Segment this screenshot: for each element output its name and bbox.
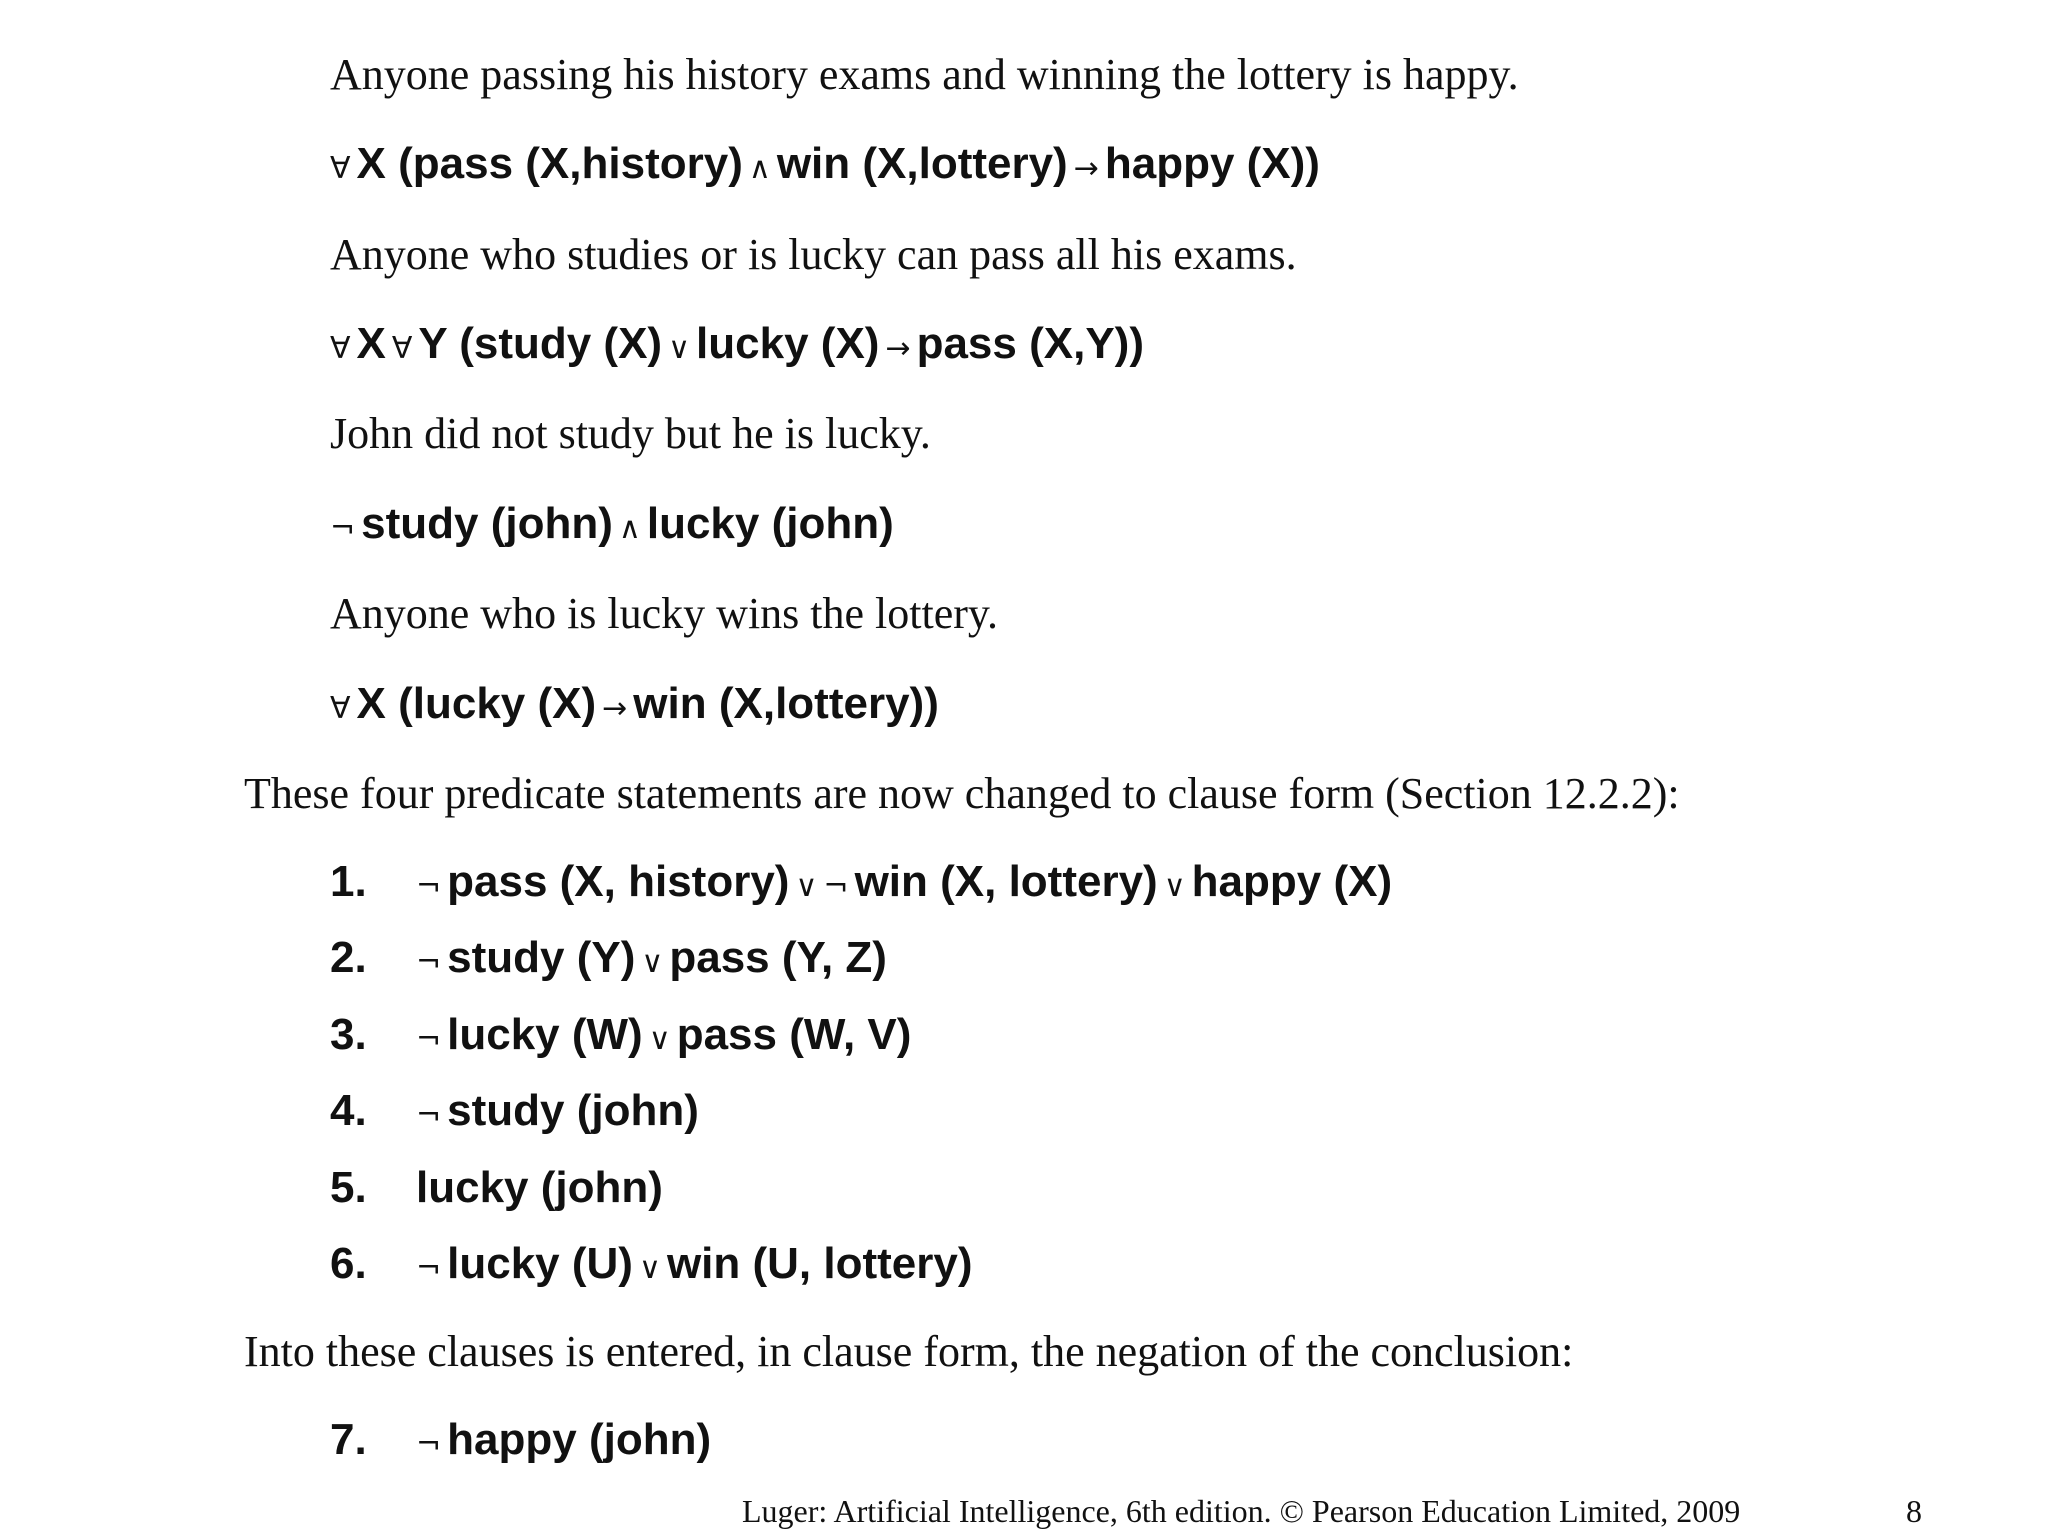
negation-intro: Into these clauses is entered, in clause form, the negation of the conclusion: [244, 1327, 1574, 1376]
not-symbol: ¬ [416, 869, 442, 904]
formula-2 [330, 319, 1144, 368]
formula-term: Y (study (X) [418, 319, 663, 368]
clause-term: happy (X) [1191, 857, 1393, 906]
formula-term: win (X,lottery) [776, 139, 1068, 188]
or-symbol: ∨ [648, 1022, 671, 1057]
formula-1 [330, 139, 1320, 188]
or-symbol: ∨ [1163, 869, 1186, 904]
not-symbol: ¬ [416, 1251, 442, 1286]
clause-2 [330, 933, 887, 982]
clause-term: study (john) [447, 1086, 699, 1135]
or-symbol: ∨ [668, 331, 691, 366]
clause-number: 1. [330, 857, 367, 906]
not-symbol: ¬ [416, 945, 442, 980]
premise-4-text: Anyone who is lucky wins the lottery. [330, 589, 999, 638]
page-number: 8 [1906, 1493, 1922, 1529]
not-symbol: ¬ [330, 511, 356, 546]
not-symbol: ¬ [416, 1427, 442, 1462]
and-symbol: ∧ [618, 511, 641, 546]
clause-term: pass (X, history) [447, 857, 790, 906]
clause-term: lucky (john) [416, 1163, 663, 1212]
clause-number: 4. [330, 1086, 367, 1135]
clause-1 [330, 857, 1393, 906]
clause-term: lucky (U) [447, 1239, 633, 1288]
formula-term: X (pass (X,history) [356, 139, 743, 188]
forall-symbol: ∀ [330, 151, 351, 186]
forall-symbol: ∀ [391, 331, 413, 366]
clause-form-intro: These four predicate statements are now changed to clause form (Section 12.2.2): [244, 769, 1680, 818]
clause-term: pass (Y, Z) [669, 933, 887, 982]
clause-number: 2. [330, 933, 367, 982]
formula-term: X (lucky (X) [356, 679, 597, 728]
or-symbol: ∨ [641, 945, 664, 980]
implies-symbol: → [602, 691, 628, 726]
clause-term: study (Y) [447, 933, 636, 982]
implies-symbol: → [1073, 151, 1099, 186]
formula-term: happy (X)) [1104, 139, 1320, 188]
formula-term: study (john) [361, 499, 613, 548]
formula-term: lucky (X) [696, 319, 880, 368]
clause-number: 6. [330, 1239, 367, 1288]
formula-term: X [356, 319, 386, 368]
formula-term: win (X,lottery)) [633, 679, 939, 728]
footer-citation: Luger: Artificial Intelligence, 6th edition. © Pearson Education Limited, 2009 [742, 1493, 1741, 1529]
clause-4 [330, 1086, 699, 1135]
clause-number: 3. [330, 1010, 367, 1059]
premise-3-text: John did not study but he is lucky. [330, 409, 931, 458]
or-symbol: ∨ [638, 1251, 661, 1286]
formula-term: lucky (john) [646, 499, 894, 548]
clause-3 [330, 1010, 912, 1059]
formula-3 [330, 499, 894, 548]
and-symbol: ∧ [748, 151, 771, 186]
clause-term: win (U, lottery) [666, 1239, 973, 1288]
clause-number: 7. [330, 1415, 367, 1464]
clause-term: win (X, lottery) [854, 857, 1158, 906]
clause-5 [330, 1163, 663, 1212]
clause-term: pass (W, V) [676, 1010, 912, 1059]
forall-symbol: ∀ [330, 691, 351, 726]
or-symbol: ∨ [795, 869, 818, 904]
premise-2-text: Anyone who studies or is lucky can pass all his exams. [330, 230, 1297, 279]
clause-term: lucky (W) [447, 1010, 643, 1059]
formula-term: pass (X,Y)) [916, 319, 1144, 368]
clause-number: 5. [330, 1163, 367, 1212]
clause-term: happy (john) [447, 1415, 712, 1464]
clause-6 [330, 1239, 973, 1288]
forall-symbol: ∀ [330, 331, 351, 366]
not-symbol: ¬ [416, 1022, 442, 1057]
clause-7 [330, 1415, 712, 1464]
formula-4 [330, 679, 939, 728]
implies-symbol: → [885, 331, 911, 366]
not-symbol: ¬ [416, 1098, 442, 1133]
not-symbol: ¬ [823, 869, 849, 904]
premise-1-text: Anyone passing his history exams and winning the lottery is happy. [330, 50, 1519, 99]
